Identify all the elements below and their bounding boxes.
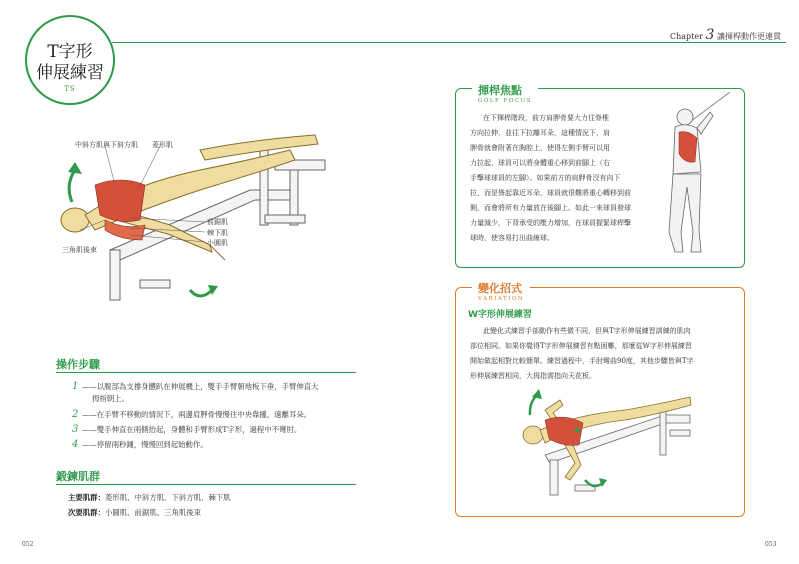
focus-line-9: 球時，使容易打出曲線球。: [470, 234, 554, 242]
label-trapezius: 中斜方肌與下斜方肌: [75, 141, 138, 149]
header-rule: [112, 42, 402, 43]
focus-line-6: 拉，而是聳起靠近耳朵，球員就很難將重心轉移到前: [470, 189, 631, 197]
steps-heading: 操作步驟: [56, 358, 100, 371]
primary-muscles: 主要肌群：菱形肌、中斜方肌、下斜方肌、棘下肌: [68, 493, 231, 502]
focus-line-3: 胛骨就會附著在胸腔上，使得左側手臂可以用: [470, 144, 610, 152]
variation-line-3: 開始做起相對比較簡單。練習過程中，手肘彎曲90度，其他步驟皆與T字: [470, 357, 694, 365]
title-line-1: T字形: [47, 42, 93, 62]
focus-line-4: 力拉起，球員可以將身體重心移到前腳上（右: [470, 159, 610, 167]
steps-rule: [56, 372, 356, 373]
step-4: 4 ——停留兩秒鐘，慢慢回到起始動作。: [72, 439, 208, 450]
muscles-heading: 鍛鍊肌群: [56, 470, 100, 483]
variation-line-2: 部位相同。如果你覺得T字形伸展練習有點困難，那麼從W字形伸展練習: [470, 342, 692, 350]
golf-focus-title-wrap: [472, 82, 538, 104]
w-stretch-illustration-icon: [515, 385, 695, 500]
chapter-header: Chapter 3 讓揮桿動作更連貫: [670, 27, 781, 43]
focus-line-2: 方向拉伸，並往下拉離耳朵，這種情況下，肩: [470, 129, 610, 137]
golfer-illustration-icon: [655, 92, 745, 262]
page-number-left: 052: [22, 541, 34, 548]
title-abbrev: TS: [64, 85, 76, 93]
step-2: 2 ——在手臂不移動的情況下，兩邊肩胛骨慢慢往中央靠攏，遠離耳朵。: [72, 409, 312, 420]
title-line-2: 伸展練習: [36, 63, 104, 83]
focus-line-7: 側，而會將所有力量放在後腳上。如此一來球員發球: [470, 204, 631, 212]
golf-focus-subtitle: GOLF FOCUS: [478, 98, 533, 104]
anatomy-illustration-icon: [50, 130, 340, 305]
variation-line-1: 此變化式練習手部動作有些微不同，但與T字形伸展練習訓練的肌肉: [483, 327, 691, 335]
step-1: 1 ——以腹部為支撐身體趴在伸展機上，雙手手臂朝地板下垂，手臂伸直大: [72, 381, 319, 392]
focus-line-8: 力量減少，下背承受的壓力增加，在球員握緊球桿擊: [470, 219, 631, 227]
label-posterior-deltoid: 三角肌後束: [62, 246, 97, 254]
label-rhomboid: 菱形肌: [152, 141, 173, 149]
variation-heading: W字形伸展練習: [468, 310, 532, 320]
title-badge: [25, 15, 115, 105]
variation-title: 變化招式: [478, 282, 522, 295]
label-teres-minor: 小圓肌: [207, 239, 228, 247]
step-1-cont: 拇指朝上。: [92, 394, 129, 403]
label-serratus: 前鋸肌: [207, 218, 228, 226]
variation-title-wrap: [472, 280, 530, 302]
variation-subtitle: VARIATION: [478, 296, 525, 302]
variation-line-4: 形伸展練習相同，大拇指需指向天花板。: [470, 372, 596, 380]
page-number-right: 053: [765, 541, 777, 548]
step-3: 3 ——雙手伸直在兩側抬起，身體和手臂形成T字形，過程中不彎肘。: [72, 424, 302, 435]
focus-line-1: 在下揮桿階段，前方肩胛骨要大力往脊椎: [483, 114, 609, 122]
label-infraspinatus: 棘下肌: [207, 229, 228, 237]
secondary-muscles: 次要肌群：小圓肌、前鋸肌、三角肌後束: [68, 508, 202, 517]
left-page: [0, 0, 399, 564]
focus-line-5: 手擊球球員的左腳）。如果前方的肩胛骨沒有向下: [470, 174, 621, 182]
golf-focus-title: 揮桿焦點: [478, 84, 522, 97]
muscles-rule: [56, 484, 356, 485]
